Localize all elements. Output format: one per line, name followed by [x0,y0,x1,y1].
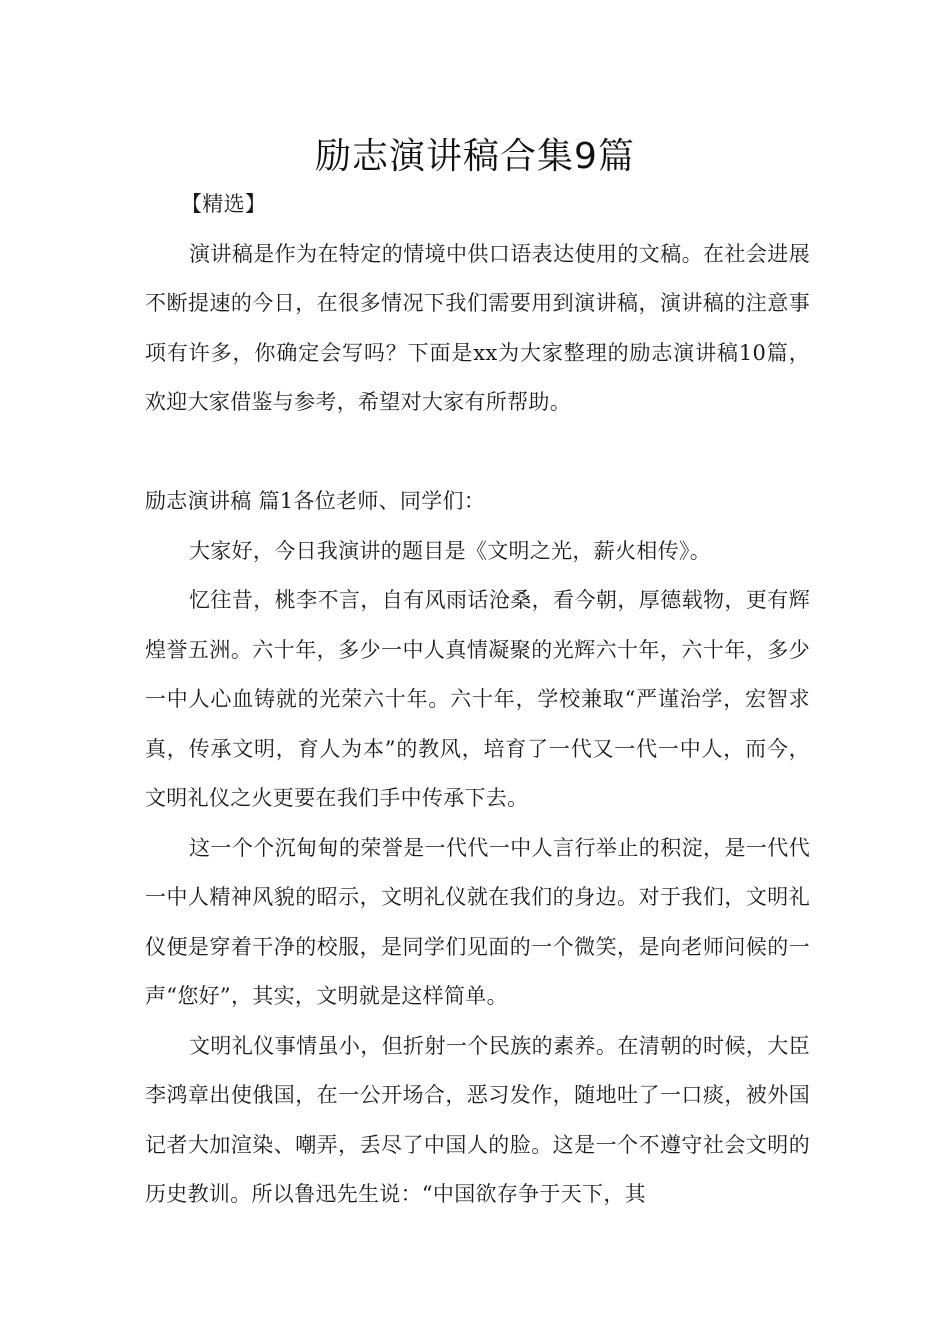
body-paragraph: 大家好，今日我演讲的题目是《文明之光，薪火相传》。 [189,538,711,563]
document-title: 励志演讲稿合集9篇 [315,136,635,177]
body-paragraph: 这一个个沉甸甸的荣誉是一代代一中人言行举止的积淀，是一代代一中人精神风貌的昭示，文明礼仪就在我们的身边。对于我们，文明礼仪便是穿着干净的校服，是同学们见面的一个微笑，是向老师问候的一声“您好”，其实，文明就是这样简单。 [145,835,810,1008]
paragraph-gap [145,428,810,478]
body-paragraph: 忆往昔，桃李不言，自有风雨话沧桑，看今朝，厚德载物，更有辉煌誉五洲。六十年，多少一中人真情凝聚的光辉六十年，六十年，多少一中人心血铸就的光荣六十年。六十年，学校兼取“严谨治学，宏智求真，传承文明，育人为本”的教风，培育了一代又一代一中人，而今，文明礼仪之火更要在我们手中传承下去。 [145,588,810,810]
body-paragraph: 文明礼仪事情虽小，但折射一个民族的素养。在清朝的时候，大臣李鸿章出使俄国，在一公开场合，恶习发作，随地吐了一口痰，被外国记者大加渲染、嘲弄，丢尽了中国人的脸。这是一个不遵守社会文明的历史教训。所以鲁迅先生说：“中国欲存争于天下，其 [145,1033,810,1206]
document-body [145,180,810,1220]
intro-paragraph: 演讲稿是作为在特定的情境中供口语表达使用的文稿。在社会进展不断提速的今日，在很多情况下我们需要用到演讲稿，演讲稿的注意事项有许多，你确定会写吗？下面是xx为大家整理的励志演讲稿10篇，欢迎大家借鉴与参考，希望对大家有所帮助。 [145,241,810,414]
selection-tag: 【精选】 [181,192,267,216]
section-heading: 励志演讲稿 篇1各位老师、同学们： [145,489,486,513]
